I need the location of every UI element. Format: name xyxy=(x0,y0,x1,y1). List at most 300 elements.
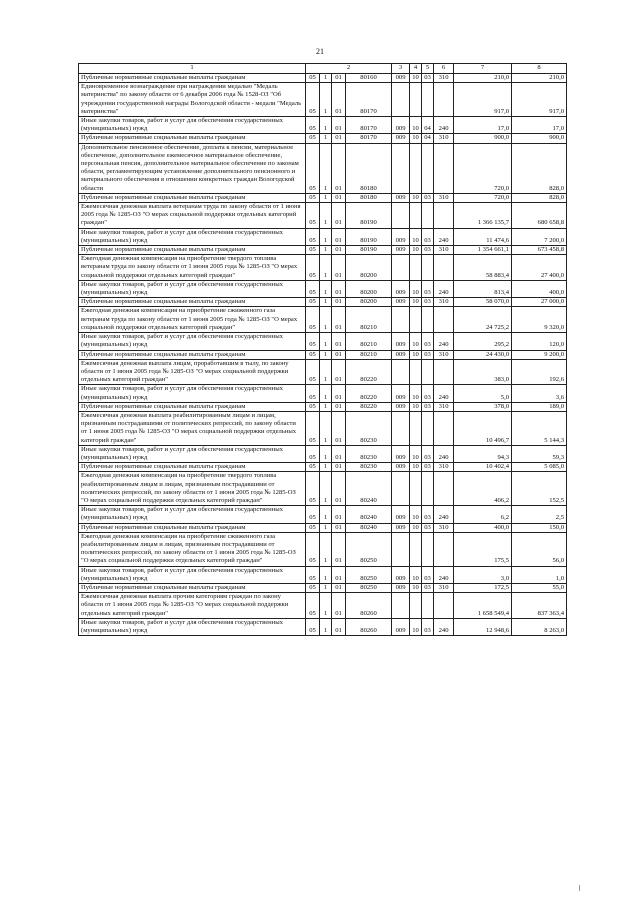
code-section: 10 xyxy=(410,583,422,592)
row-description: Публичные нормативные социальные выплаты гражданам xyxy=(79,246,306,255)
code-subsection: 03 xyxy=(422,246,434,255)
table-row xyxy=(79,298,567,307)
table-row xyxy=(79,117,567,134)
code-subsection: 03 xyxy=(422,566,434,583)
code-subsection: 03 xyxy=(422,350,434,359)
code-subprogram: 1 xyxy=(320,117,332,134)
table-row xyxy=(79,307,567,333)
code-direction: 80250 xyxy=(346,566,392,583)
row-description: Иные закупки товаров, работ и услуг для обеспечения государственных (муниципальных) нужд xyxy=(79,117,306,134)
amount-col7: 720,0 xyxy=(454,193,512,202)
code-program: 05 xyxy=(306,472,320,506)
code-expense-type: 240 xyxy=(434,228,454,245)
code-direction: 80170 xyxy=(346,134,392,143)
table-row xyxy=(79,246,567,255)
code-direction: 80220 xyxy=(346,359,392,385)
code-expense-type: 240 xyxy=(434,385,454,402)
code-subsection xyxy=(422,411,434,445)
code-subprogram: 1 xyxy=(320,411,332,445)
code-program: 05 xyxy=(306,359,320,385)
code-ministry xyxy=(392,143,410,193)
row-description: Дополнительное пенсионное обеспечение, доплата к пенсии, материальное обеспечение, дополнительное ежемесячное материальное обеспечение, персональная пенсия, дополнительное материальное обеспечение по законам области, регламентирующим установление дополнительного пенсионного и материального обеспечения в отношении конкретных граждан Вологодской области xyxy=(79,143,306,193)
code-main-event: 01 xyxy=(332,532,346,566)
code-section: 10 xyxy=(410,618,422,635)
amount-col7: 5,0 xyxy=(454,385,512,402)
code-subprogram: 1 xyxy=(320,307,332,333)
code-section: 10 xyxy=(410,333,422,350)
code-expense-type: 310 xyxy=(434,583,454,592)
code-program: 05 xyxy=(306,385,320,402)
code-section: 10 xyxy=(410,134,422,143)
code-expense-type: 240 xyxy=(434,566,454,583)
code-subprogram: 1 xyxy=(320,203,332,229)
scan-mark xyxy=(579,885,580,891)
code-ministry xyxy=(392,203,410,229)
code-subsection: 03 xyxy=(422,402,434,411)
code-main-event: 01 xyxy=(332,246,346,255)
code-ministry: 009 xyxy=(392,402,410,411)
code-subprogram: 1 xyxy=(320,74,332,83)
table-row xyxy=(79,134,567,143)
amount-col8: 3,6 xyxy=(512,385,567,402)
row-description: Единовременное вознаграждение при награждении медалью "Медаль материнства" по закону области от 6 декабря 2006 года № 1528-ОЗ "Об учреждении государственной награды Вологодской области - медали "Медаль материнства" xyxy=(79,83,306,117)
amount-col8: 27 400,0 xyxy=(512,255,567,281)
code-program: 05 xyxy=(306,350,320,359)
budget-table xyxy=(78,63,567,636)
code-direction: 80260 xyxy=(346,593,392,619)
code-ministry xyxy=(392,472,410,506)
amount-col7: 900,0 xyxy=(454,134,512,143)
amount-col7: 24 725,2 xyxy=(454,307,512,333)
table-row xyxy=(79,506,567,523)
code-subprogram: 1 xyxy=(320,298,332,307)
amount-col8: 120,0 xyxy=(512,333,567,350)
code-ministry xyxy=(392,411,410,445)
code-expense-type: 240 xyxy=(434,333,454,350)
code-subsection xyxy=(422,359,434,385)
code-main-event: 01 xyxy=(332,402,346,411)
code-expense-type xyxy=(434,411,454,445)
amount-col8: 5 085,0 xyxy=(512,463,567,472)
code-program: 05 xyxy=(306,193,320,202)
code-direction: 80170 xyxy=(346,117,392,134)
code-expense-type xyxy=(434,143,454,193)
code-ministry: 009 xyxy=(392,385,410,402)
code-subsection: 03 xyxy=(422,74,434,83)
code-section xyxy=(410,359,422,385)
code-section: 10 xyxy=(410,566,422,583)
amount-col8: 9 200,0 xyxy=(512,350,567,359)
code-subprogram: 1 xyxy=(320,402,332,411)
row-description: Публичные нормативные социальные выплаты гражданам xyxy=(79,74,306,83)
code-program: 05 xyxy=(306,411,320,445)
code-section: 10 xyxy=(410,117,422,134)
code-direction: 80180 xyxy=(346,143,392,193)
row-description: Ежегодная денежная компенсация на приобретение твердого топлива реабилитированным лицам и лицам, признанным пострадавшими от политических репрессий, по закону области от 1 июня 2005 года № 1285-ОЗ "О мерах социальной поддержки отдельных категорий граждан" xyxy=(79,472,306,506)
code-subsection: 03 xyxy=(422,385,434,402)
row-description: Публичные нормативные социальные выплаты гражданам xyxy=(79,350,306,359)
amount-col8: 828,0 xyxy=(512,193,567,202)
table-row xyxy=(79,402,567,411)
table-row xyxy=(79,532,567,566)
amount-col7: 1 658 549,4 xyxy=(454,593,512,619)
code-subprogram: 1 xyxy=(320,228,332,245)
code-main-event: 01 xyxy=(332,228,346,245)
code-subsection: 03 xyxy=(422,463,434,472)
code-expense-type: 240 xyxy=(434,280,454,297)
table-body xyxy=(79,64,567,636)
code-subsection: 03 xyxy=(422,618,434,635)
code-subprogram: 1 xyxy=(320,83,332,117)
column-header: 7 xyxy=(454,64,512,74)
code-expense-type: 310 xyxy=(434,298,454,307)
code-expense-type xyxy=(434,203,454,229)
row-description: Публичные нормативные социальные выплаты гражданам xyxy=(79,298,306,307)
code-expense-type xyxy=(434,307,454,333)
row-description: Ежемесячная денежная выплата реабилитированным лицам и лицам, признанным пострадавшими от политических репрессий, по закону области от 1 июня 2005 года № 1285-ОЗ "О мерах социальной поддержки отдельных категорий граждан" xyxy=(79,411,306,445)
code-program: 05 xyxy=(306,307,320,333)
code-section xyxy=(410,307,422,333)
code-direction: 80210 xyxy=(346,333,392,350)
code-program: 05 xyxy=(306,134,320,143)
code-section: 10 xyxy=(410,193,422,202)
code-section: 10 xyxy=(410,298,422,307)
amount-col8: 17,0 xyxy=(512,117,567,134)
code-section: 10 xyxy=(410,228,422,245)
code-expense-type: 240 xyxy=(434,445,454,462)
row-description: Иные закупки товаров, работ и услуг для обеспечения государственных (муниципальных) нужд xyxy=(79,566,306,583)
code-section: 10 xyxy=(410,463,422,472)
code-expense-type: 310 xyxy=(434,463,454,472)
code-main-event: 01 xyxy=(332,506,346,523)
code-subsection: 03 xyxy=(422,583,434,592)
code-program: 05 xyxy=(306,593,320,619)
code-section: 10 xyxy=(410,402,422,411)
code-expense-type xyxy=(434,472,454,506)
table-row xyxy=(79,83,567,117)
code-expense-type: 310 xyxy=(434,350,454,359)
code-ministry xyxy=(392,359,410,385)
code-expense-type: 310 xyxy=(434,246,454,255)
code-direction: 80250 xyxy=(346,532,392,566)
code-program: 05 xyxy=(306,523,320,532)
code-expense-type: 240 xyxy=(434,506,454,523)
code-direction: 80210 xyxy=(346,350,392,359)
code-main-event: 01 xyxy=(332,307,346,333)
code-subsection: 03 xyxy=(422,506,434,523)
code-subsection: 03 xyxy=(422,333,434,350)
code-main-event: 01 xyxy=(332,134,346,143)
code-direction: 80190 xyxy=(346,228,392,245)
amount-col8: 59,3 xyxy=(512,445,567,462)
code-program: 05 xyxy=(306,74,320,83)
code-ministry: 009 xyxy=(392,618,410,635)
code-program: 05 xyxy=(306,117,320,134)
amount-col7: 210,0 xyxy=(454,74,512,83)
code-ministry: 009 xyxy=(392,193,410,202)
table-row xyxy=(79,583,567,592)
code-subsection xyxy=(422,307,434,333)
code-expense-type: 310 xyxy=(434,193,454,202)
amount-col7: 6,2 xyxy=(454,506,512,523)
amount-col8: 210,0 xyxy=(512,74,567,83)
code-section xyxy=(410,532,422,566)
code-direction: 80190 xyxy=(346,203,392,229)
code-subsection xyxy=(422,532,434,566)
code-expense-type xyxy=(434,255,454,281)
amount-col8: 2,5 xyxy=(512,506,567,523)
table-row xyxy=(79,411,567,445)
amount-col7: 295,2 xyxy=(454,333,512,350)
code-program: 05 xyxy=(306,583,320,592)
code-direction: 80260 xyxy=(346,618,392,635)
code-program: 05 xyxy=(306,280,320,297)
amount-col7: 12 948,6 xyxy=(454,618,512,635)
code-program: 05 xyxy=(306,566,320,583)
code-main-event: 01 xyxy=(332,411,346,445)
table-row xyxy=(79,193,567,202)
code-direction: 80240 xyxy=(346,472,392,506)
code-main-event: 01 xyxy=(332,143,346,193)
code-main-event: 01 xyxy=(332,385,346,402)
code-expense-type: 310 xyxy=(434,523,454,532)
code-direction: 80190 xyxy=(346,246,392,255)
code-subprogram: 1 xyxy=(320,532,332,566)
code-program: 05 xyxy=(306,402,320,411)
code-subprogram: 1 xyxy=(320,445,332,462)
code-expense-type xyxy=(434,83,454,117)
code-subprogram: 1 xyxy=(320,385,332,402)
code-direction: 80220 xyxy=(346,385,392,402)
code-section: 10 xyxy=(410,385,422,402)
code-main-event: 01 xyxy=(332,193,346,202)
code-program: 05 xyxy=(306,143,320,193)
code-main-event: 01 xyxy=(332,74,346,83)
table-row xyxy=(79,472,567,506)
code-direction: 80230 xyxy=(346,463,392,472)
code-expense-type: 240 xyxy=(434,618,454,635)
code-main-event: 01 xyxy=(332,566,346,583)
code-main-event: 01 xyxy=(332,333,346,350)
table-row xyxy=(79,143,567,193)
code-direction: 80220 xyxy=(346,402,392,411)
column-header: 8 xyxy=(512,64,567,74)
code-subsection: 03 xyxy=(422,280,434,297)
code-ministry: 009 xyxy=(392,228,410,245)
code-direction: 80170 xyxy=(346,83,392,117)
code-subprogram: 1 xyxy=(320,350,332,359)
code-program: 05 xyxy=(306,532,320,566)
amount-col7: 720,0 xyxy=(454,143,512,193)
amount-col8: 917,0 xyxy=(512,83,567,117)
amount-col7: 406,2 xyxy=(454,472,512,506)
row-description: Публичные нормативные социальные выплаты гражданам xyxy=(79,134,306,143)
code-section xyxy=(410,203,422,229)
code-expense-type xyxy=(434,593,454,619)
table-header-row xyxy=(79,64,567,74)
code-expense-type xyxy=(434,532,454,566)
row-description: Публичные нормативные социальные выплаты гражданам xyxy=(79,402,306,411)
code-ministry: 009 xyxy=(392,333,410,350)
code-program: 05 xyxy=(306,298,320,307)
amount-col7: 58 883,4 xyxy=(454,255,512,281)
amount-col7: 11 474,6 xyxy=(454,228,512,245)
code-section xyxy=(410,143,422,193)
code-ministry: 009 xyxy=(392,463,410,472)
code-subprogram: 1 xyxy=(320,472,332,506)
table-row xyxy=(79,618,567,635)
code-ministry: 009 xyxy=(392,566,410,583)
amount-col7: 58 070,0 xyxy=(454,298,512,307)
table-row xyxy=(79,280,567,297)
amount-col8: 1,0 xyxy=(512,566,567,583)
amount-col7: 383,0 xyxy=(454,359,512,385)
table-row xyxy=(79,255,567,281)
code-ministry xyxy=(392,307,410,333)
code-subsection xyxy=(422,83,434,117)
row-description: Ежегодная денежная компенсация на приобретение твердого топлива ветеранам труда по закону области от 1 июня 2005 года № 1285-ОЗ "О мерах социальной поддержки отдельных категорий граждан" xyxy=(79,255,306,281)
row-description: Иные закупки товаров, работ и услуг для обеспечения государственных (муниципальных) нужд xyxy=(79,280,306,297)
amount-col8: 837 363,4 xyxy=(512,593,567,619)
row-description: Ежемесячная денежная выплата прочим категориям граждан по закону области от 1 июня 2005 года № 1285-ОЗ "О мерах социальной поддержки отдельных категорий граждан" xyxy=(79,593,306,619)
code-subprogram: 1 xyxy=(320,506,332,523)
row-description: Иные закупки товаров, работ и услуг для обеспечения государственных (муниципальных) нужд xyxy=(79,506,306,523)
code-main-event: 01 xyxy=(332,203,346,229)
row-description: Ежегодная денежная компенсация на приобретение сжиженного газа реабилитированным лицам и лицам, признанным пострадавшими от политических репрессий, по закону области от 1 июня 2005 года № 1285-ОЗ "О мерах социальной поддержки отдельных категорий граждан" xyxy=(79,532,306,566)
code-main-event: 01 xyxy=(332,523,346,532)
table-row xyxy=(79,359,567,385)
code-subprogram: 1 xyxy=(320,359,332,385)
amount-col8: 27 000,0 xyxy=(512,298,567,307)
code-main-event: 01 xyxy=(332,463,346,472)
code-program: 05 xyxy=(306,463,320,472)
code-section xyxy=(410,472,422,506)
code-program: 05 xyxy=(306,618,320,635)
code-program: 05 xyxy=(306,203,320,229)
column-header: 6 xyxy=(434,64,454,74)
code-subsection xyxy=(422,255,434,281)
code-direction: 80240 xyxy=(346,523,392,532)
code-section: 10 xyxy=(410,506,422,523)
code-main-event: 01 xyxy=(332,593,346,619)
amount-col8: 56,0 xyxy=(512,532,567,566)
amount-col7: 10 496,7 xyxy=(454,411,512,445)
code-direction: 80200 xyxy=(346,298,392,307)
code-program: 05 xyxy=(306,506,320,523)
amount-col7: 3,0 xyxy=(454,566,512,583)
code-main-event: 01 xyxy=(332,83,346,117)
code-subprogram: 1 xyxy=(320,566,332,583)
row-description: Публичные нормативные социальные выплаты гражданам xyxy=(79,583,306,592)
code-subprogram: 1 xyxy=(320,618,332,635)
code-expense-type: 310 xyxy=(434,402,454,411)
code-main-event: 01 xyxy=(332,255,346,281)
amount-col7: 94,3 xyxy=(454,445,512,462)
amount-col8: 8 263,0 xyxy=(512,618,567,635)
code-direction: 80230 xyxy=(346,411,392,445)
code-subsection: 03 xyxy=(422,523,434,532)
code-section xyxy=(410,593,422,619)
amount-col8: 900,0 xyxy=(512,134,567,143)
amount-col7: 175,5 xyxy=(454,532,512,566)
table-row xyxy=(79,228,567,245)
amount-col8: 9 320,0 xyxy=(512,307,567,333)
code-section: 10 xyxy=(410,74,422,83)
amount-col7: 917,0 xyxy=(454,83,512,117)
amount-col7: 378,0 xyxy=(454,402,512,411)
code-subprogram: 1 xyxy=(320,280,332,297)
code-ministry: 009 xyxy=(392,583,410,592)
amount-col7: 17,0 xyxy=(454,117,512,134)
code-ministry xyxy=(392,593,410,619)
table-row xyxy=(79,74,567,83)
code-ministry xyxy=(392,255,410,281)
code-main-event: 01 xyxy=(332,280,346,297)
table-row xyxy=(79,523,567,532)
amount-col7: 1 354 661,1 xyxy=(454,246,512,255)
code-main-event: 01 xyxy=(332,583,346,592)
code-subprogram: 1 xyxy=(320,193,332,202)
code-subsection xyxy=(422,143,434,193)
table-row xyxy=(79,350,567,359)
code-subsection xyxy=(422,472,434,506)
row-description: Иные закупки товаров, работ и услуг для обеспечения государственных (муниципальных) нужд xyxy=(79,228,306,245)
column-header: 1 xyxy=(79,64,306,74)
amount-col8: 400,0 xyxy=(512,280,567,297)
code-section: 10 xyxy=(410,350,422,359)
code-main-event: 01 xyxy=(332,472,346,506)
code-subsection: 04 xyxy=(422,117,434,134)
code-ministry: 009 xyxy=(392,298,410,307)
code-direction: 80180 xyxy=(346,193,392,202)
code-program: 05 xyxy=(306,445,320,462)
code-direction: 80160 xyxy=(346,74,392,83)
amount-col8: 5 144,3 xyxy=(512,411,567,445)
code-program: 05 xyxy=(306,333,320,350)
row-description: Иные закупки товаров, работ и услуг для обеспечения государственных (муниципальных) нужд xyxy=(79,333,306,350)
code-subprogram: 1 xyxy=(320,143,332,193)
code-subprogram: 1 xyxy=(320,255,332,281)
table-row xyxy=(79,566,567,583)
code-main-event: 01 xyxy=(332,445,346,462)
code-main-event: 01 xyxy=(332,350,346,359)
code-direction: 80230 xyxy=(346,445,392,462)
row-description: Иные закупки товаров, работ и услуг для обеспечения государственных (муниципальных) нужд xyxy=(79,385,306,402)
code-subsection: 03 xyxy=(422,445,434,462)
code-subprogram: 1 xyxy=(320,593,332,619)
amount-col8: 673 458,8 xyxy=(512,246,567,255)
code-direction: 80200 xyxy=(346,255,392,281)
row-description: Публичные нормативные социальные выплаты гражданам xyxy=(79,523,306,532)
code-direction: 80250 xyxy=(346,583,392,592)
code-subsection xyxy=(422,203,434,229)
table-row xyxy=(79,463,567,472)
page-number: 21 xyxy=(316,47,324,56)
code-ministry: 009 xyxy=(392,280,410,297)
code-expense-type: 310 xyxy=(434,74,454,83)
code-section xyxy=(410,411,422,445)
code-section: 10 xyxy=(410,280,422,297)
code-main-event: 01 xyxy=(332,359,346,385)
code-expense-type: 240 xyxy=(434,117,454,134)
code-subprogram: 1 xyxy=(320,333,332,350)
amount-col7: 172,5 xyxy=(454,583,512,592)
row-description: Иные закупки товаров, работ и услуг для обеспечения государственных (муниципальных) нужд xyxy=(79,445,306,462)
code-section: 10 xyxy=(410,523,422,532)
code-ministry: 009 xyxy=(392,246,410,255)
code-direction: 80240 xyxy=(346,506,392,523)
code-direction: 80200 xyxy=(346,280,392,297)
